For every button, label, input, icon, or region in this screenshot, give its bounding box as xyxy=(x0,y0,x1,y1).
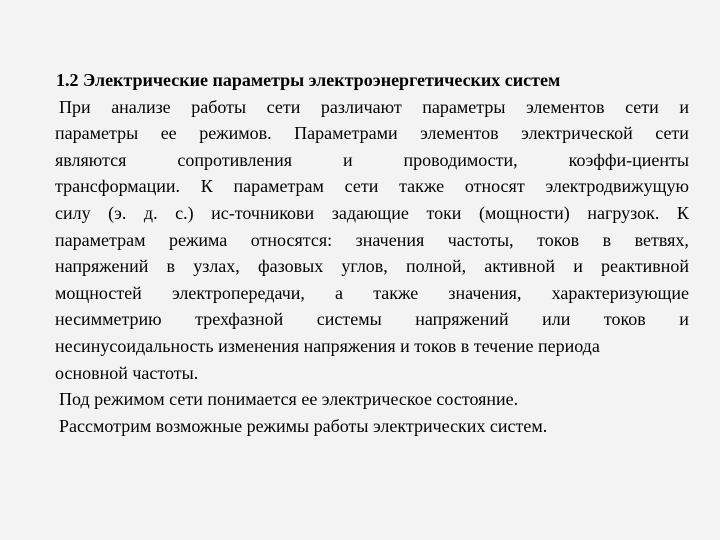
word: (э. xyxy=(108,202,127,223)
word: напряжений xyxy=(55,256,149,277)
paragraph1-line6 xyxy=(55,227,689,254)
word: работы xyxy=(191,96,247,117)
word: сопротивления xyxy=(177,149,292,170)
word: системы xyxy=(316,309,382,330)
word: нагрузок. xyxy=(587,202,660,223)
word: сети xyxy=(625,96,659,117)
word: узлах, xyxy=(193,256,240,277)
word: параметрам xyxy=(233,176,324,197)
word: режима xyxy=(168,229,228,250)
word: несимметрию xyxy=(55,309,162,330)
word: фазовых xyxy=(257,256,324,277)
paragraph1-line4 xyxy=(55,173,689,200)
word: относят xyxy=(464,176,525,197)
document-body xyxy=(55,67,689,439)
word: электродвижущую xyxy=(545,176,689,197)
paragraph1-line8 xyxy=(55,280,689,307)
word: коэффи-циенты xyxy=(568,149,689,170)
word: режимов. xyxy=(199,123,272,144)
word: а xyxy=(335,282,344,303)
word: К xyxy=(676,202,689,223)
paragraph1-line3 xyxy=(55,147,689,174)
word: активной xyxy=(484,256,556,277)
word: К xyxy=(200,176,213,197)
word: параметры xyxy=(55,123,139,144)
word: (мощности) xyxy=(478,202,570,223)
word: трехфазной xyxy=(195,309,284,330)
word: частоты, xyxy=(447,229,514,250)
word: анализе xyxy=(111,96,171,117)
paragraph1-line1 xyxy=(55,94,689,121)
word: значения xyxy=(355,229,425,250)
word: мощностей xyxy=(55,282,142,303)
word: сети xyxy=(344,176,379,197)
word: в xyxy=(166,256,176,277)
word: ис-точникови xyxy=(211,202,315,223)
word: характеризующие xyxy=(551,282,689,303)
word: элементов xyxy=(420,123,499,144)
word: Параметрами xyxy=(294,123,398,144)
word: задающие xyxy=(331,202,409,223)
word: токов xyxy=(537,229,580,250)
word: электрической xyxy=(521,123,633,144)
word: силу xyxy=(55,202,91,223)
word: ее xyxy=(160,123,177,144)
word: сети xyxy=(266,96,301,117)
paragraph1-line11: основной частоты. xyxy=(55,362,199,383)
word: напряжений xyxy=(415,309,509,330)
word: параметрам xyxy=(55,229,146,250)
paragraph2: Под режимом сети понимается ее электрическое состояние. xyxy=(59,389,519,410)
word: значения, xyxy=(448,282,522,303)
word: также xyxy=(373,282,419,303)
word: проводимости, xyxy=(403,149,518,170)
word: параметры xyxy=(422,96,506,117)
paragraph3: Рассмотрим возможные режимы работы электрических систем. xyxy=(59,415,548,436)
word: являются xyxy=(55,149,127,170)
word: элементов xyxy=(526,96,605,117)
word: токи xyxy=(426,202,462,223)
word: относятся: xyxy=(250,229,333,250)
paragraph1-line2 xyxy=(55,120,689,147)
word: токов xyxy=(603,309,646,330)
word: ветвях, xyxy=(634,229,689,250)
word: и xyxy=(573,256,583,277)
word: электропередачи, xyxy=(171,282,305,303)
paragraph1-line7 xyxy=(55,253,689,280)
word: трансформации. xyxy=(55,176,180,197)
word: и xyxy=(342,149,353,170)
word: с.) xyxy=(175,202,194,223)
word: в xyxy=(602,229,612,250)
word: д. xyxy=(143,202,158,223)
word: сети xyxy=(655,123,689,144)
word: или xyxy=(542,309,571,330)
paragraph1-line9 xyxy=(55,306,689,333)
word: полной, xyxy=(405,256,467,277)
word: и xyxy=(679,309,689,330)
paragraph1-line10: несинусоидальность изменения напряжения и токов в течение периода xyxy=(55,335,600,356)
section-heading: 1.2 Электрические параметры электроэнергетических систем xyxy=(56,70,561,90)
word: и xyxy=(679,96,689,117)
word: углов, xyxy=(341,256,388,277)
word: также xyxy=(399,176,445,197)
paragraph1-line5 xyxy=(55,200,689,227)
word: При xyxy=(59,96,91,117)
word: различают xyxy=(320,96,402,117)
word: реактивной xyxy=(601,256,689,277)
